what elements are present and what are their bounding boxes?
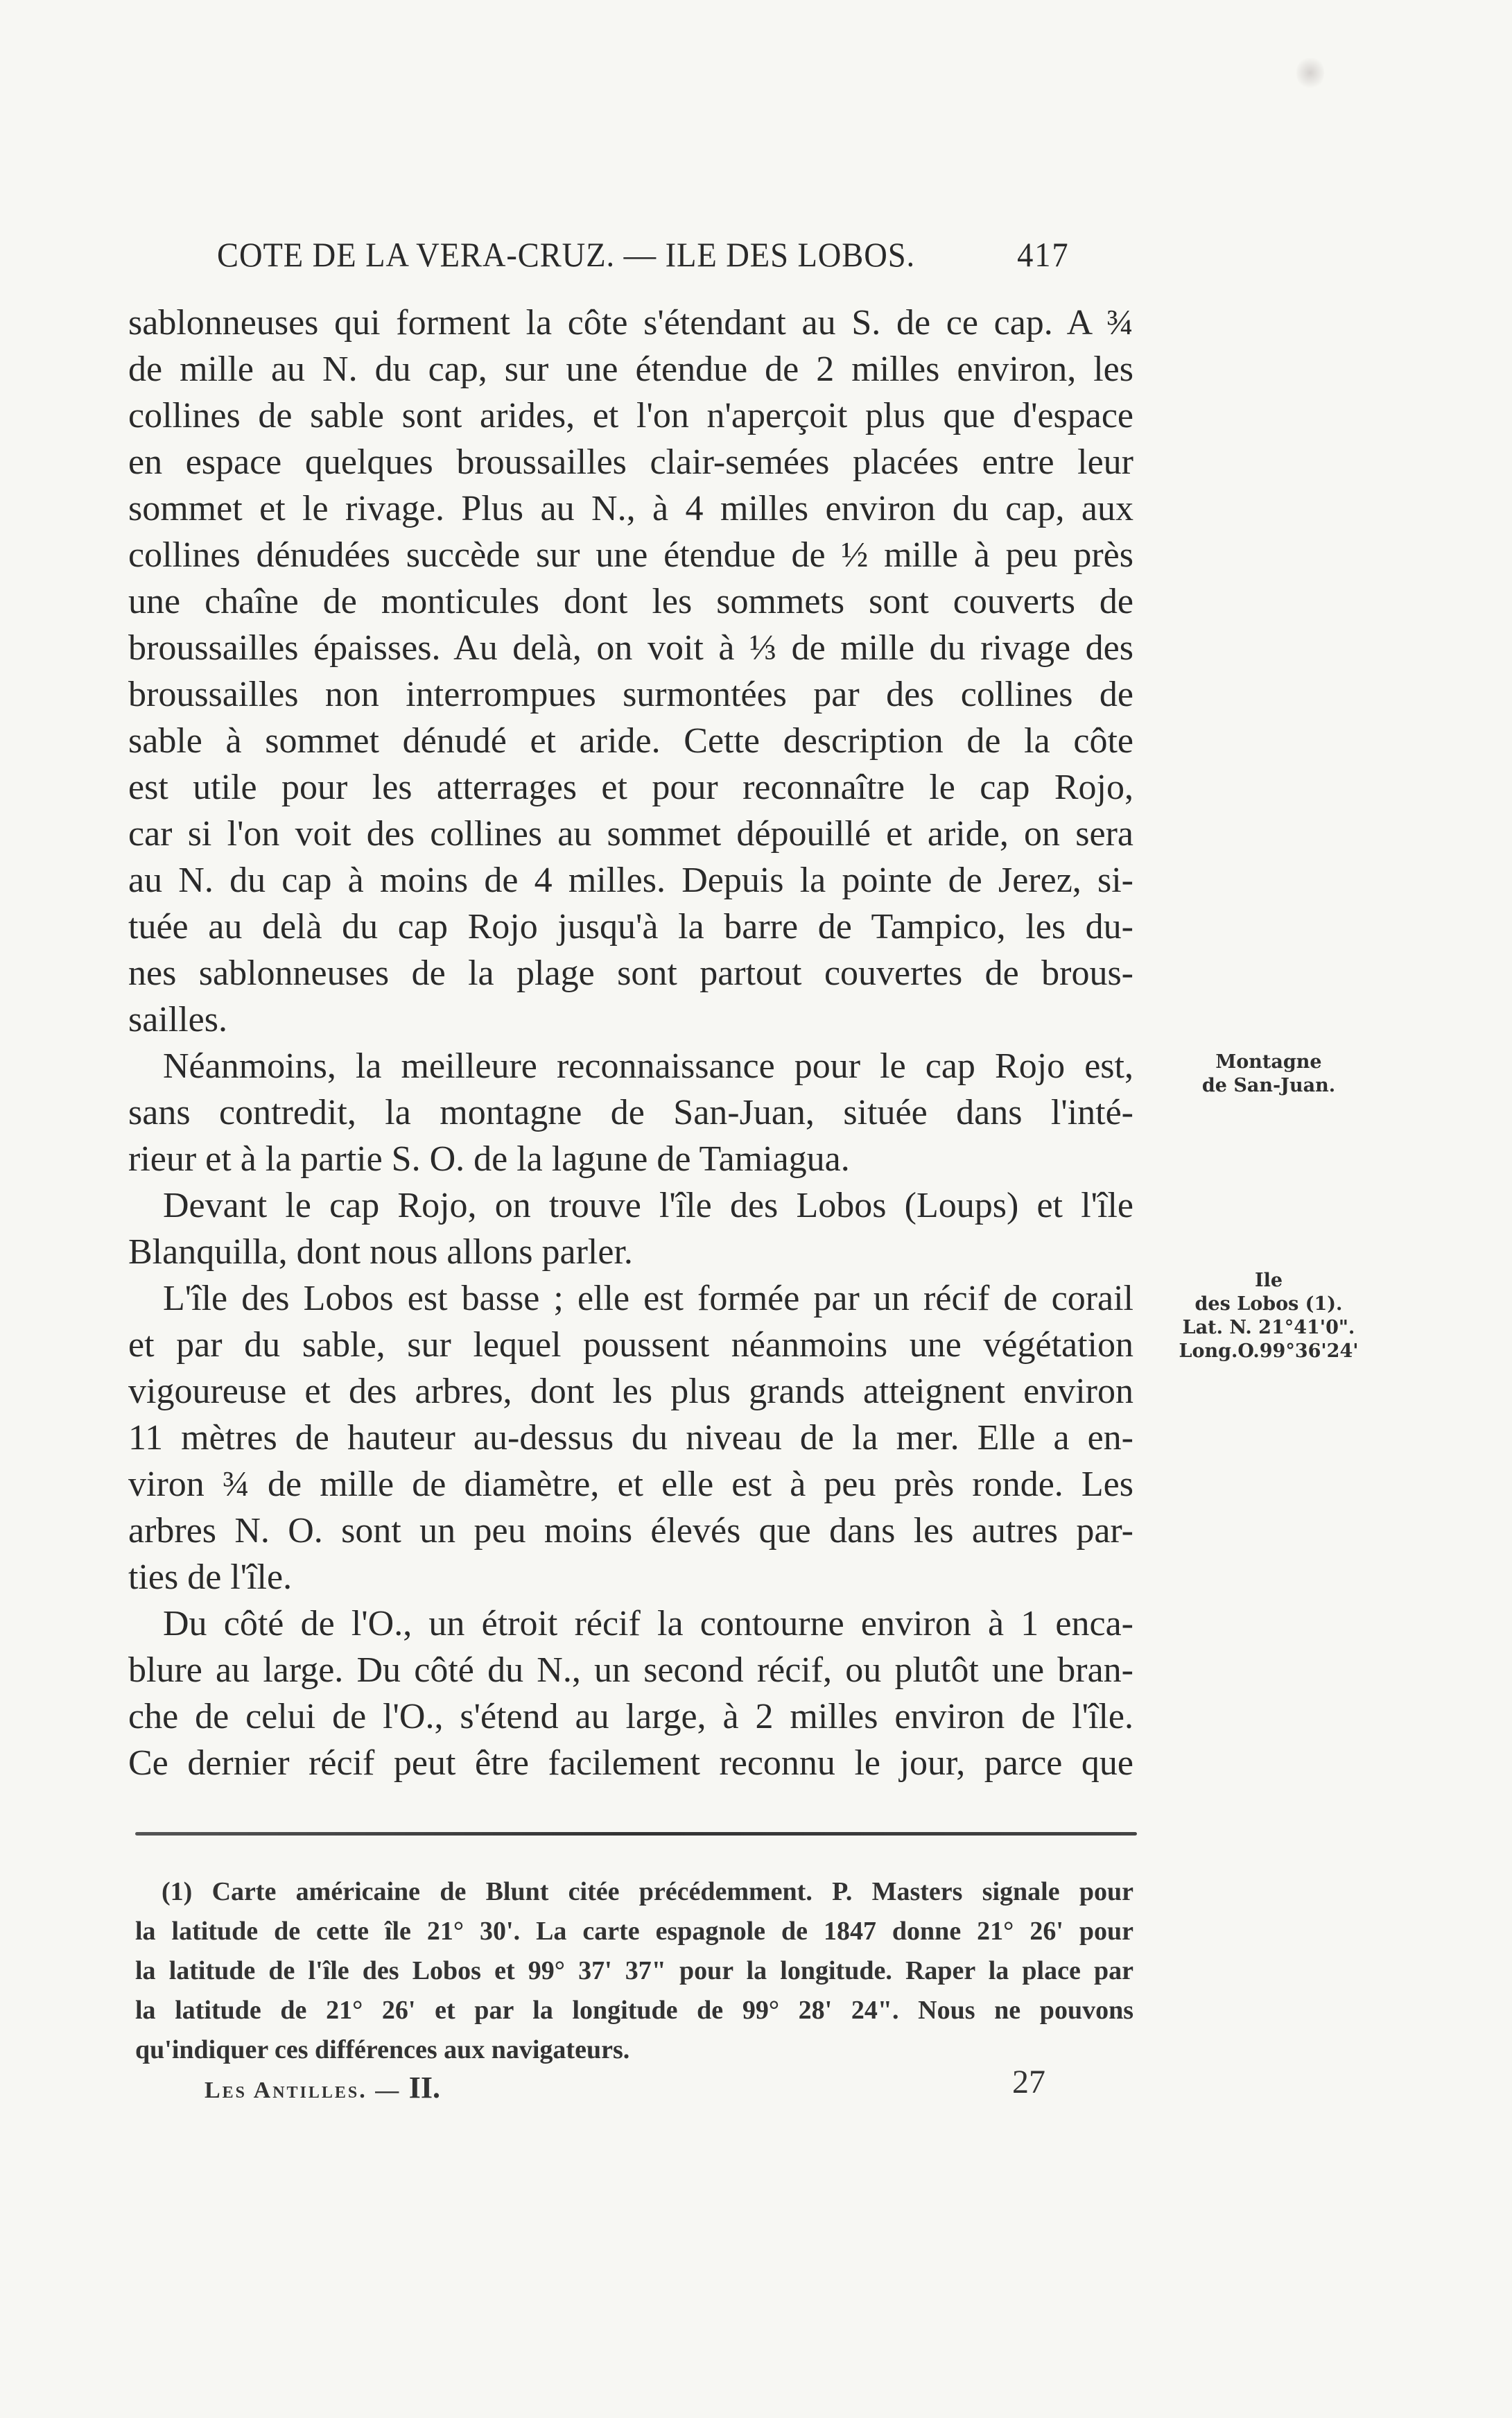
footnote-line: la latitude de 21° 26' et par la longitude de 99° 28' 24". Nous ne pouvons xyxy=(135,1996,1133,2025)
running-head-title: COTE DE LA VERA-CRUZ. — ILE DES LOBOS. xyxy=(217,235,916,274)
body-line: blure au large. Du côté du N., un second récif, ou plutôt une bran- xyxy=(128,1650,1133,1690)
footnote-line: qu'indiquer ces différences aux navigateurs. xyxy=(135,2035,630,2064)
body-line: che de celui de l'O., s'étend au large, à 2 milles environ de l'île. xyxy=(128,1697,1133,1736)
body-line: arbres N. O. sont un peu moins élevés que dans les autres par- xyxy=(128,1511,1133,1551)
body-line: sable à sommet dénudé et aride. Cette description de la côte xyxy=(128,721,1133,761)
body-line: sailles. xyxy=(128,1000,227,1039)
sidenote-montagne-san-juan xyxy=(1165,1051,1373,1098)
body-line: est utile pour les atterrages et pour reconnaître le cap Rojo, xyxy=(128,768,1133,807)
body-line: de mille au N. du cap, sur une étendue de 2 milles environ, les xyxy=(128,349,1133,389)
footnote-line: (1) Carte américaine de Blunt citée précédemment. P. Masters signale pour xyxy=(162,1877,1133,1906)
signature-text: Les Antilles. — xyxy=(205,2078,401,2103)
body-line: Blanquilla, dont nous allons parler. xyxy=(128,1232,633,1272)
paper-stain xyxy=(1296,55,1324,90)
footnote-line: la latitude de cette île 21° 30'. La carte espagnole de 1847 donne 21° 26' pour xyxy=(135,1917,1133,1946)
body-line: 11 mètres de hauteur au-dessus du niveau de la mer. Elle a en- xyxy=(128,1418,1133,1458)
signature-mark xyxy=(205,2070,440,2105)
footnote-rule xyxy=(135,1832,1137,1836)
body-line: tuée au delà du cap Rojo jusqu'à la barre de Tampico, les du- xyxy=(128,907,1133,947)
body-line: sans contredit, la montagne de San-Juan, située dans l'inté- xyxy=(128,1093,1133,1132)
body-line: Ce dernier récif peut être facilement reconnu le jour, parce que xyxy=(128,1743,1133,1783)
body-line: en espace quelques broussailles clair-semées placées entre leur xyxy=(128,442,1133,482)
body-line: Devant le cap Rojo, on trouve l'île des Lobos (Loups) et l'île xyxy=(163,1186,1133,1225)
body-line: rieur et à la partie S. O. de la lagune de Tamiagua. xyxy=(128,1139,850,1179)
running-head xyxy=(217,234,1069,275)
body-line: viron ¾ de mille de diamètre, et elle est à peu près ronde. Les xyxy=(128,1465,1133,1504)
footnotes xyxy=(135,1872,1133,2070)
signature-volume: II. xyxy=(408,2071,441,2105)
sidenote-line: Ile xyxy=(1254,1270,1283,1291)
body-line: L'île des Lobos est basse ; elle est formée par un récif de corail xyxy=(163,1279,1133,1318)
body-line: broussailles non interrompues surmontées par des collines de xyxy=(128,675,1133,714)
sidenote-line: des Lobos (1). xyxy=(1194,1293,1343,1315)
body-line: sommet et le rivage. Plus au N., à 4 milles environ du cap, aux xyxy=(128,489,1133,528)
body-line: Du côté de l'O., un étroit récif la contourne environ à 1 enca- xyxy=(163,1604,1133,1643)
body-line: ties de l'île. xyxy=(128,1557,293,1597)
body-line: car si l'on voit des collines au sommet dépouillé et aride, on sera xyxy=(128,814,1133,854)
body-line: collines dénudées succède sur une étendue de ½ mille à peu près xyxy=(128,535,1133,575)
body-line: collines de sable sont arides, et l'on n'aperçoit plus que d'espace xyxy=(128,396,1133,435)
body-text xyxy=(128,300,1133,1786)
sidenote-longitude: Long.O.99°36'24' xyxy=(1179,1340,1359,1362)
sidenote-latitude: Lat. N. 21°41'0". xyxy=(1182,1317,1355,1338)
sidenote-ile-des-lobos xyxy=(1158,1269,1380,1363)
body-line: nes sablonneuses de la plage sont partout couvertes de brous- xyxy=(128,953,1133,993)
body-line: et par du sable, sur lequel poussent néanmoins une végétation xyxy=(128,1325,1133,1365)
body-line: broussailles épaisses. Au delà, on voit à ⅓ de mille du rivage des xyxy=(128,628,1133,668)
body-line: Néanmoins, la meilleure reconnaissance pour le cap Rojo est, xyxy=(163,1046,1133,1086)
page-number: 417 xyxy=(1017,235,1070,274)
sidenote-line: Montagne xyxy=(1215,1051,1322,1073)
body-line: au N. du cap à moins de 4 milles. Depuis la pointe de Jerez, si- xyxy=(128,861,1133,900)
body-line: vigoureuse et des arbres, dont les plus grands atteignent environ xyxy=(128,1372,1133,1411)
sheet-number: 27 xyxy=(1012,2064,1045,2100)
body-line: une chaîne de monticules dont les sommets sont couverts de xyxy=(128,582,1133,621)
sidenote-line: de San-Juan. xyxy=(1201,1075,1336,1096)
footnote-line: la latitude de l'île des Lobos et 99° 37' 37" pour la longitude. Raper la place par xyxy=(135,1956,1133,1985)
body-line: sablonneuses qui forment la côte s'étendant au S. de ce cap. A ¾ xyxy=(128,303,1133,343)
